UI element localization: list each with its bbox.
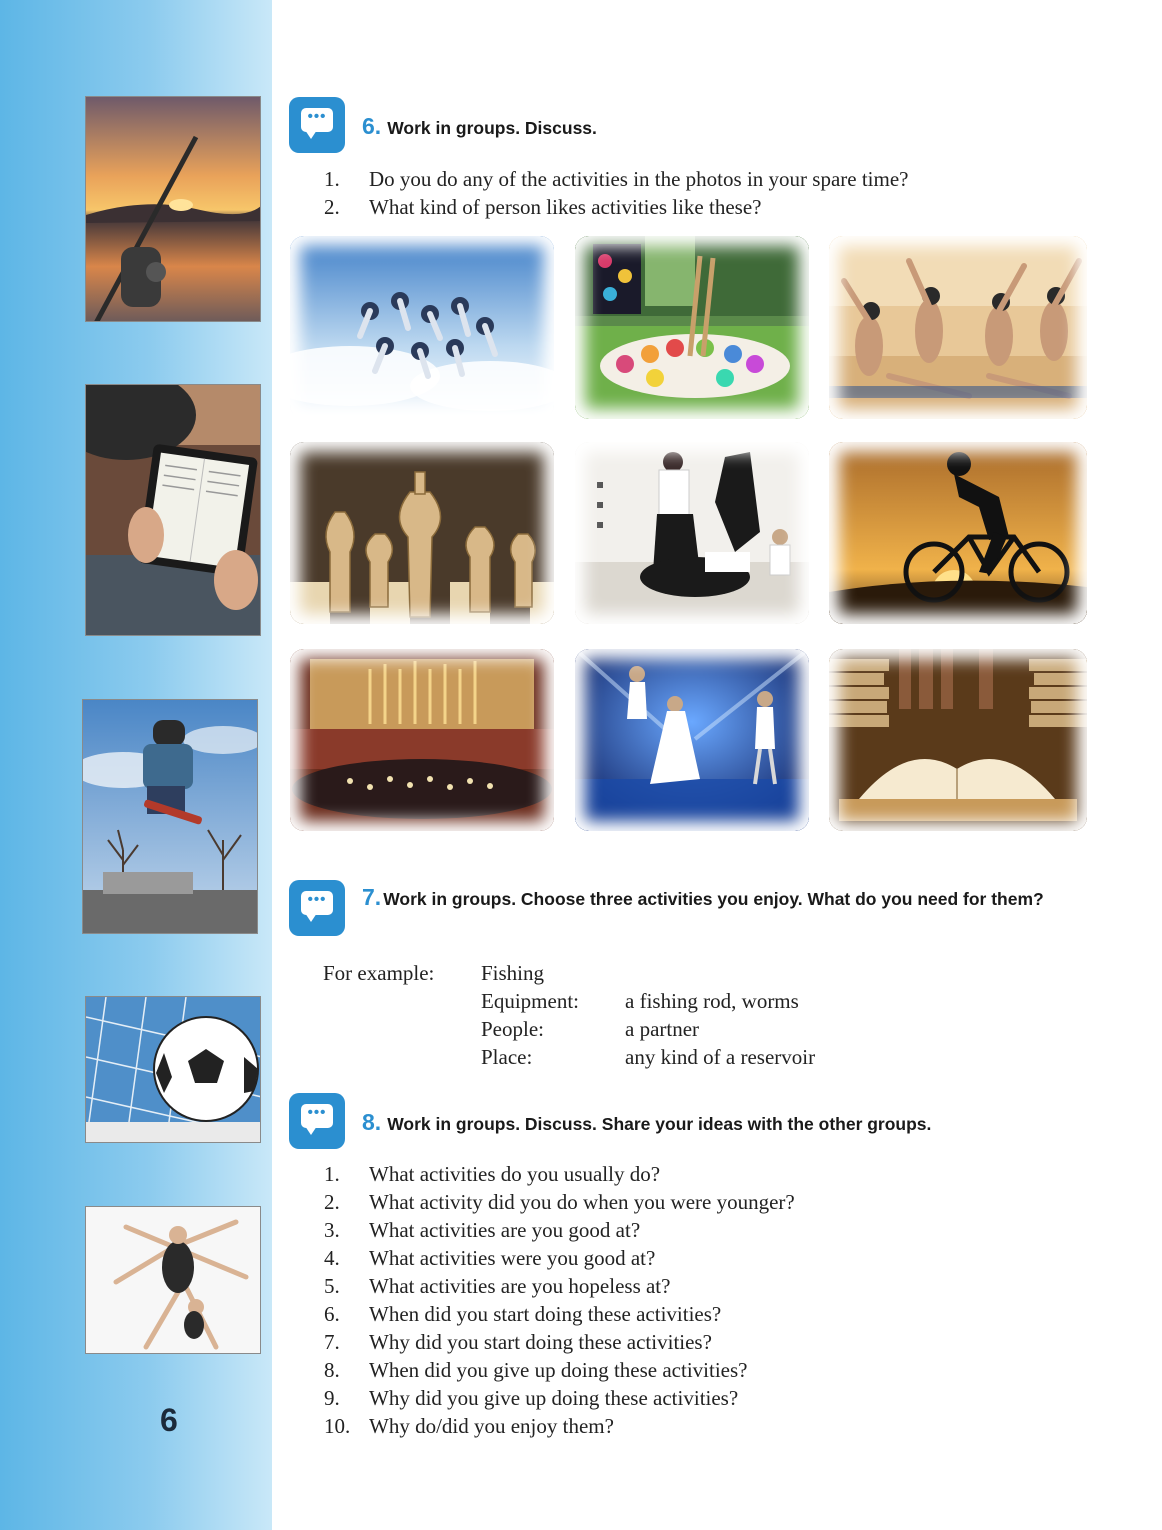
cycling-photo [829,442,1087,624]
list-item: 8. When did you give up doing these activities? [324,1358,748,1382]
orchestra-concert-photo [290,649,554,831]
example-label: Place: [481,1045,533,1069]
list-item: 10. Why do/did you enjoy them? [324,1414,614,1438]
exercise-instruction: Work in groups. Discuss. [387,118,597,138]
dancing-photo [575,649,809,831]
list-item: 3. What activities are you good at? [324,1218,641,1242]
discussion-icon: ••• [289,97,345,153]
books-reading-photo [829,649,1087,831]
exercise-number: 8. [362,1109,382,1135]
page-number: 6 [160,1402,178,1438]
painting-photo [575,236,809,419]
fishing-sunset-photo [85,96,261,322]
exercise-number: 6. [362,113,382,139]
football-net-photo [85,996,261,1143]
tablet-reading-photo [85,384,261,636]
list-item: 1. Do you do any of the activities in the photos in your spare time? [324,167,909,191]
example-lead: For example: [323,961,435,985]
exercise-6-questions [324,165,1124,221]
example-activity: Fishing [481,961,545,985]
exercise-8-questions [324,1160,1124,1440]
example-value: a partner [625,1017,700,1041]
exercise-6-heading [362,113,1122,141]
skydiving-photo [290,236,554,419]
list-item: 1. What activities do you usually do? [324,1162,661,1186]
list-item: 7. Why did you start doing these activities? [324,1330,712,1354]
ballet-dancer-photo [85,1206,261,1354]
list-item: 5. What activities are you hopeless at? [324,1274,671,1298]
exercise-instruction: Work in groups. Discuss. Share your ideas with the other groups. [387,1114,932,1134]
exercise-8-heading [362,1109,1142,1137]
list-item: 9. Why did you give up doing these activities? [324,1386,739,1410]
exercise-number: 7. [362,884,382,910]
discussion-icon: ••• [289,1093,345,1149]
example-label: Equipment: [481,989,579,1013]
example-label: People: [481,1017,544,1041]
discussion-icon: ••• [289,880,345,936]
example-value: a fishing rod, worms [625,989,799,1013]
list-item: 2. What kind of person likes activities like these? [324,195,762,219]
exercise-instruction: Work in groups. Choose three activities you enjoy. What do you need for them? [383,889,1044,909]
left-sidebar [0,0,272,1530]
yoga-photo [829,236,1087,419]
skateboarding-photo [82,699,258,934]
list-item: 2. What activity did you do when you were younger? [324,1190,795,1214]
exercise-7-heading [362,884,1102,912]
aikido-photo [575,442,809,624]
example-value: any kind of a reservoir [625,1045,816,1069]
list-item: 6. When did you start doing these activities? [324,1302,722,1326]
chess-photo [290,442,554,624]
list-item: 4. What activities were you good at? [324,1246,656,1270]
